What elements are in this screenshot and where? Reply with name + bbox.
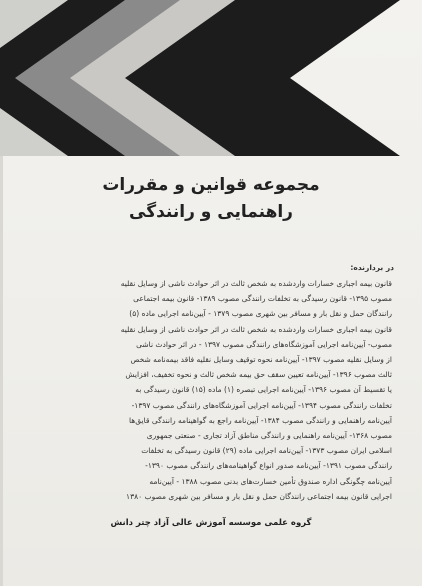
contents-line: اجرایی قانون بیمه اجتماعی رانندگان حمل و نقل بار و مسافر بین شهری مصوب ۱۳۸۰ [126, 491, 392, 501]
contents-line: قانون بیمه اجباری خسارات واردشده به شخص ثالث در اثر حوادث ناشی از وسایل نقلیه [120, 324, 392, 334]
contents-line: از وسایل نقلیه مصوب ۱۳۹۷- آیین‌نامه نحوه توقیف وسایل نقلیه فاقد بیمه‌نامه شخص [130, 355, 392, 365]
contents-line: مصوب ۱۳۶۸- آیین‌نامه راهنمایی و رانندگی مناطق آزاد تجاری - صنعتی جمهوری [146, 431, 392, 441]
chevron-arrows-art [0, 0, 422, 160]
contents-line: قانون بیمه اجباری خسارات واردشده به شخص ثالث در اثر حوادث ناشی از وسایل نقلیه [120, 279, 392, 288]
contents-line: رانندگان حمل و نقل بار و مسافر بین شهری مصوب ۱۳۷۹ - آیین‌نامه اجرایی ماده (۵) [129, 309, 392, 319]
title-line-2: راهنمایی و رانندگی [129, 202, 293, 223]
title-line-1: مجموعه قوانین و مقررات [102, 175, 320, 195]
contents-list [30, 276, 392, 504]
contents-line: آیین‌نامه راهنمایی و رانندگی مصوب ۱۳۸۴- آیین‌نامه راجع به گواهینامه رانندگی قایق‌ها [129, 415, 392, 425]
publisher-credit: گروه علمی موسسه آموزش عالی آزاد چتر دانش [110, 518, 312, 528]
book-title [40, 172, 382, 226]
contents-line: مصوب- آیین‌نامه اجرایی آموزشگاه‌های رانندگی مصوب ۱۳۹۷ - در اثر حوادث ناشی [136, 339, 392, 349]
contents-line: ثالث مصوب ۱۳۹۶- آیین‌نامه تعیین سقف حق بیمه شخص ثالث و نحوه تخفیف، افزایش [125, 370, 392, 380]
contents-line: تخلفات رانندگی مصوب ۱۳۹۴- آیین‌نامه اجرایی آموزشگاه‌های رانندگی مصوب ۱۳۹۷- [131, 400, 392, 410]
contents-line: یا تقسیط آن مصوب ۱۳۹۶- آیین‌نامه اجرایی تبصره (۱) ماده (۱۵) قانون رسیدگی به [135, 385, 392, 395]
contents-line: مصوب ۱۳۹۵- قانون رسیدگی به تخلفات رانندگی مصوب ۱۳۸۹- قانون بیمه اجتماعی [133, 294, 392, 304]
contents-line: آیین‌نامه چگونگی اداره صندوق تأمین خسارت‌های بدنی مصوب ۱۳۸۸ - آیین‌نامه [149, 476, 392, 486]
contents-line: رانندگی مصوب ۱۳۹۱- آیین‌نامه صدور انواع گواهینامه‌های رانندگی مصوب ۱۳۹۰- [145, 461, 392, 471]
contents-intro: در بردارنده: [350, 263, 394, 272]
contents-line: اسلامی ایران مصوب ۱۳۷۳- آیین‌نامه اجرایی ماده (۲۹) قانون رسیدگی به تخلفات [141, 446, 392, 456]
